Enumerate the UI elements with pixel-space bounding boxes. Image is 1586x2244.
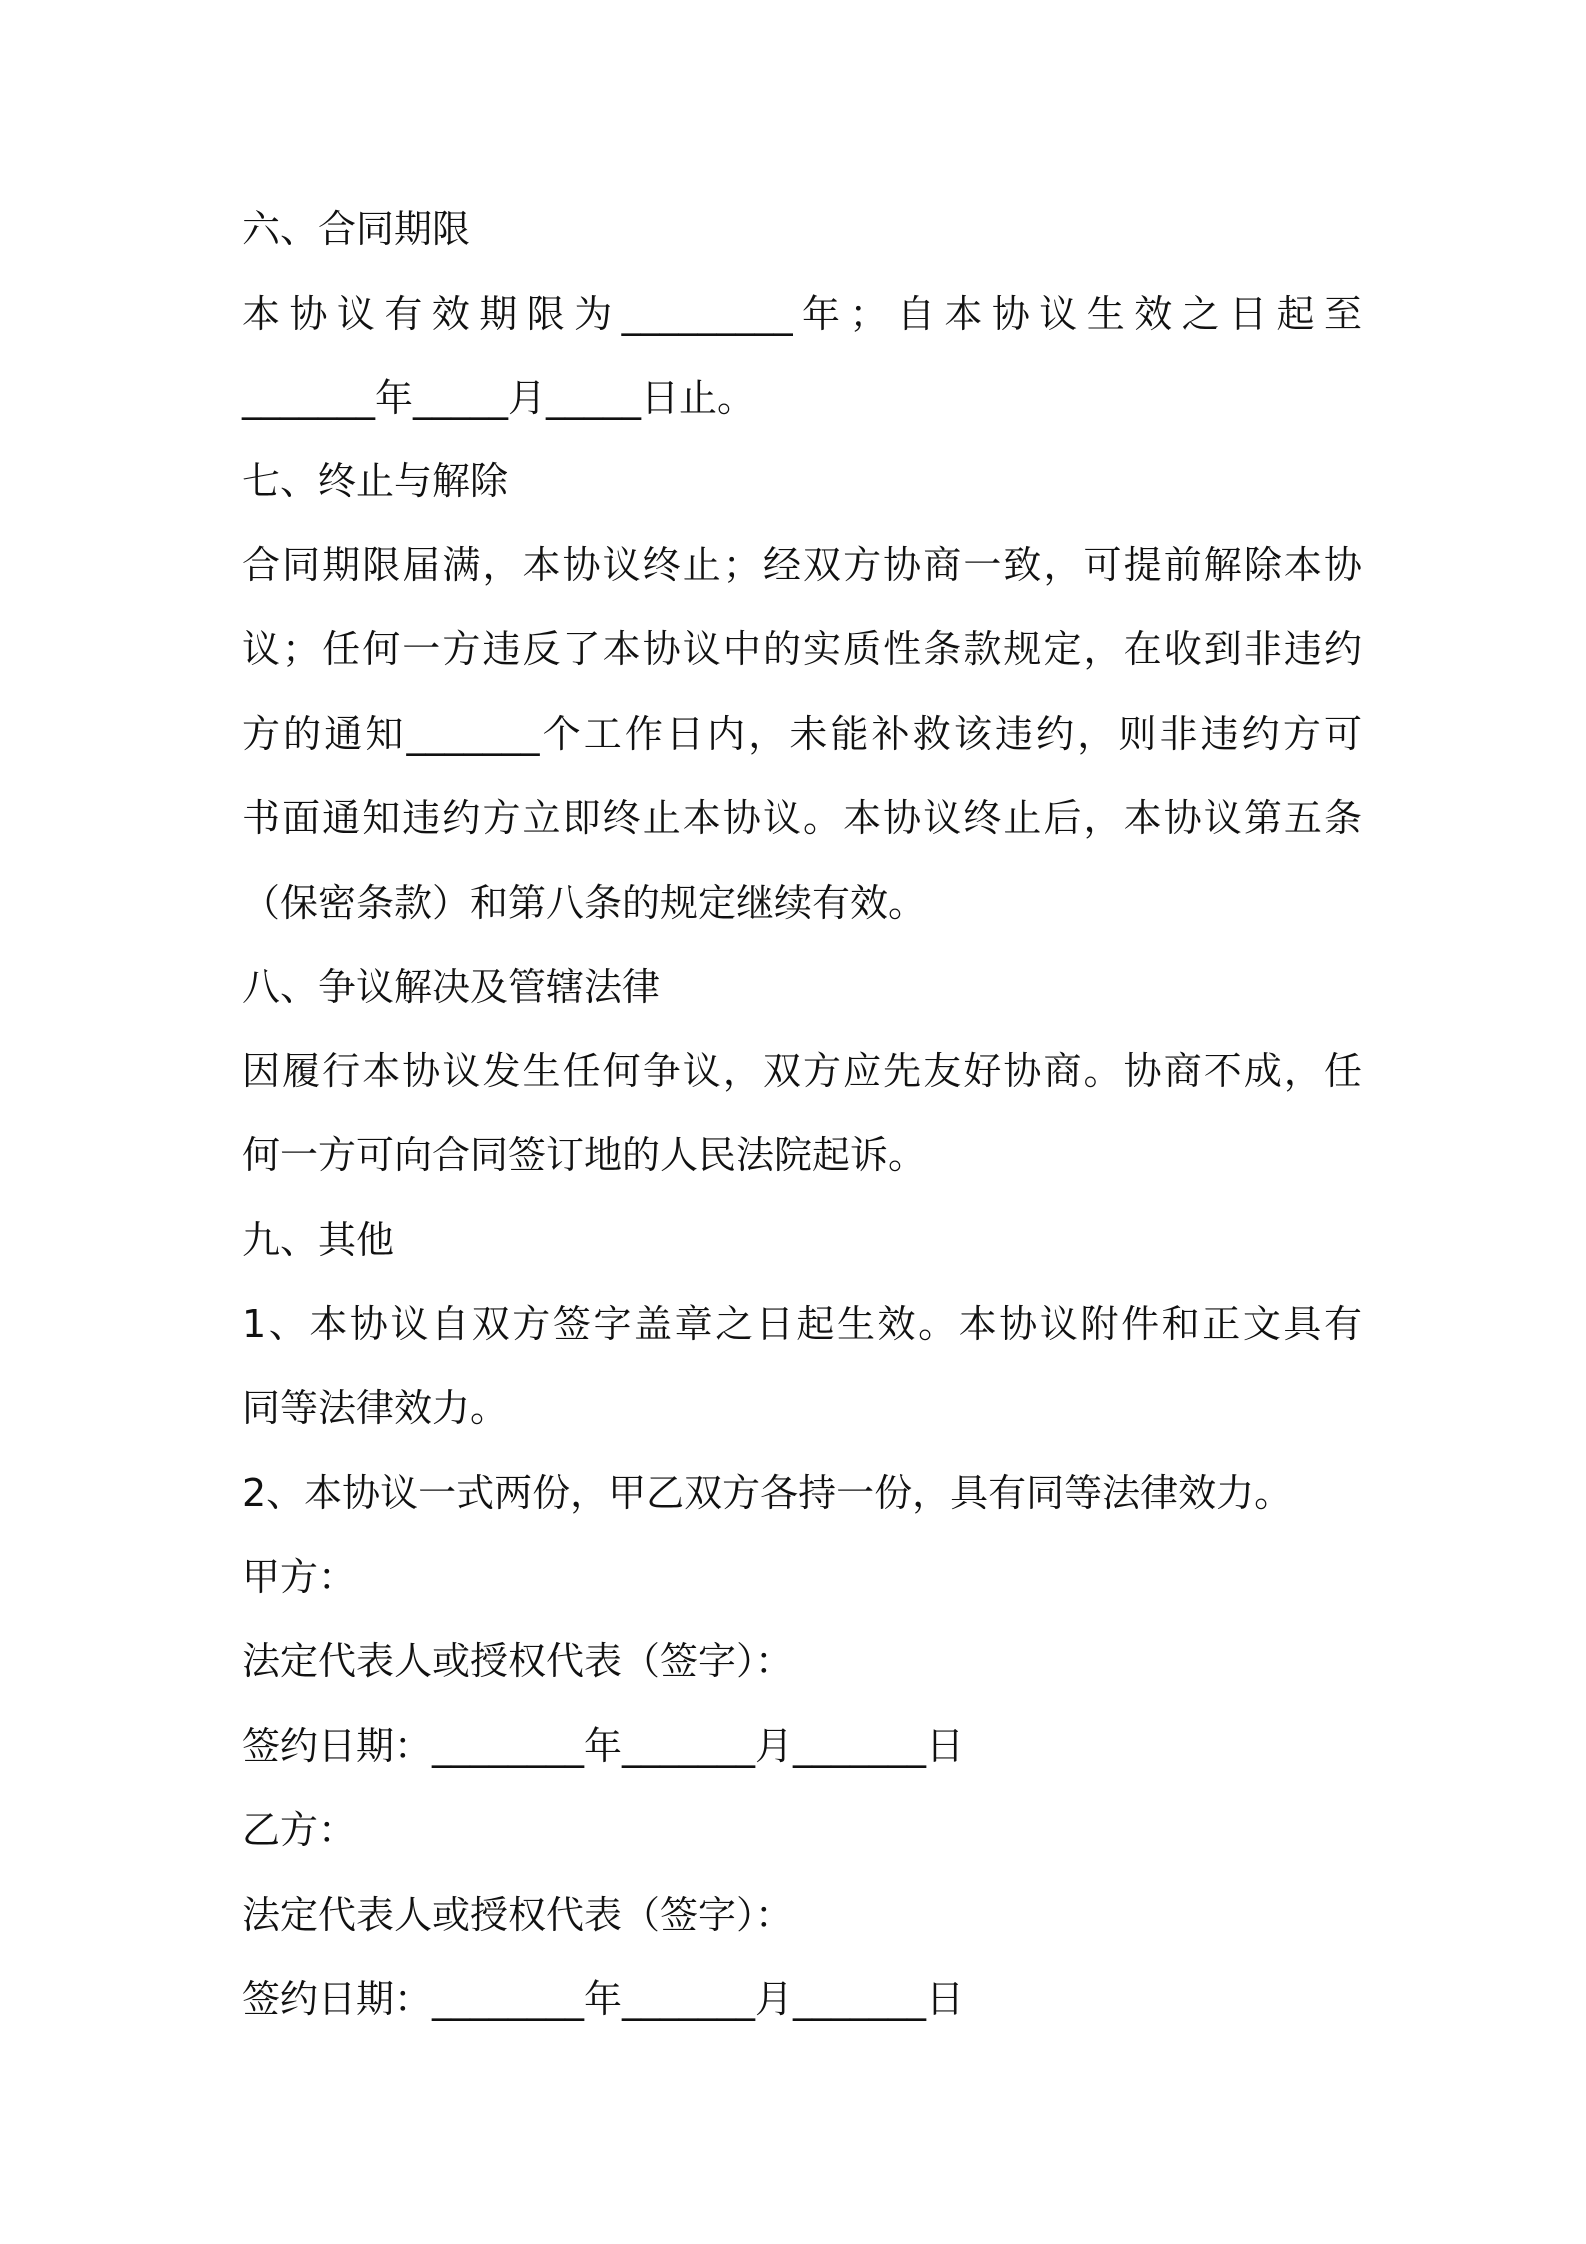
paragraph-line: 因履行本协议发生任何争议，双方应先友好协商。协商不成，任 — [242, 1049, 1362, 1093]
party-b-representative: 法定代表人或授权代表（签字）： — [242, 1893, 794, 1937]
section-heading-termination: 七、终止与解除 — [242, 459, 509, 503]
paragraph-line: 1、本协议自双方签字盖章之日起生效。本协议附件和正文具有 — [242, 1302, 1362, 1346]
paragraph-line: （保密条款）和第八条的规定继续有效。 — [242, 881, 927, 925]
section-heading-contract-term: 六、合同期限 — [242, 207, 471, 251]
section-heading-dispute-resolution: 八、争议解决及管辖法律 — [242, 965, 661, 1009]
paragraph-line: 同等法律效力。 — [242, 1386, 509, 1430]
paragraph-line: 方的通知_______个工作日内，未能补救该违约，则非违约方可 — [242, 712, 1362, 756]
party-b-label: 乙方： — [242, 1808, 357, 1852]
paragraph-line: 何一方可向合同签订地的人民法院起诉。 — [242, 1133, 927, 1177]
party-a-representative: 法定代表人或授权代表（签字）： — [242, 1639, 794, 1683]
paragraph-line: 2、本协议一式两份，甲乙双方各持一份，具有同等法律效力。 — [242, 1471, 1293, 1515]
paragraph-line: 议；任何一方违反了本协议中的实质性条款规定，在收到非违约 — [242, 627, 1362, 671]
party-a-label: 甲方： — [242, 1555, 357, 1599]
paragraph-line: 书面通知违约方立即终止本协议。本协议终止后，本协议第五条 — [242, 796, 1362, 840]
paragraph-line: 本协议有效期限为_________年；自本协议生效之日起至 — [242, 292, 1362, 336]
party-a-signing-date: 签约日期：________年_______月_______日 — [242, 1724, 965, 1768]
paragraph-line: _______年_____月_____日止。 — [242, 376, 756, 420]
paragraph-line: 合同期限届满，本协议终止；经双方协商一致，可提前解除本协 — [242, 543, 1362, 587]
section-heading-other: 九、其他 — [242, 1218, 395, 1262]
party-b-signing-date: 签约日期：________年_______月_______日 — [242, 1977, 965, 2021]
